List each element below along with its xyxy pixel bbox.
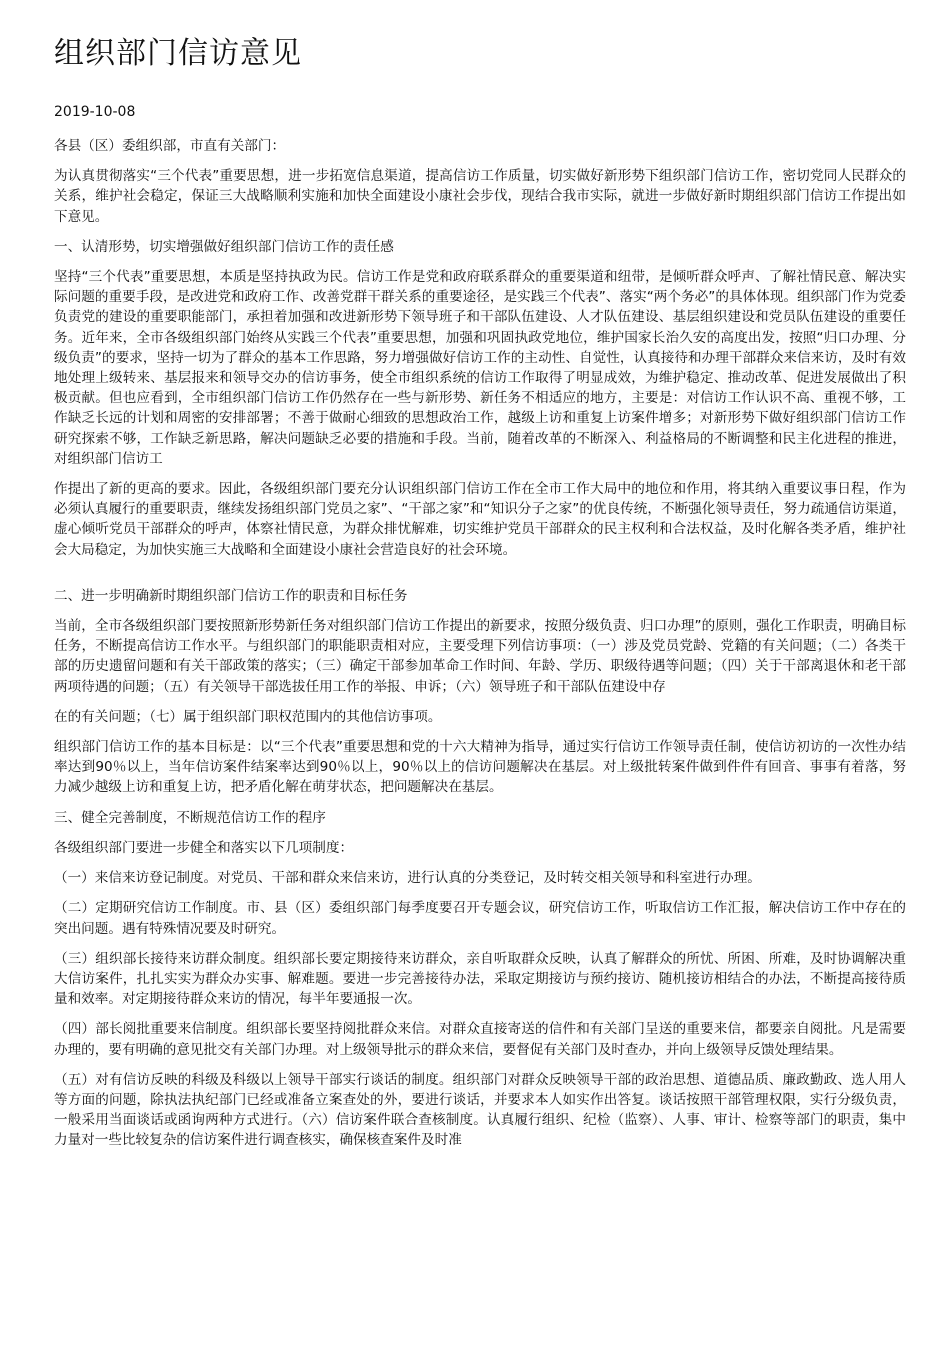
- body-paragraph: 当前，全市各级组织部门要按照新形势新任务对组织部门信访工作提出的新要求，按照分级负责、归口办理”的原则，强化工作职责，明确目标任务，不断提高信访工作水平。与组织部门的职能职责相对应，主要受理下列信访事项：（一）涉及党员党龄、党籍的有关问题；（二）各类干部的历史遗留问题和有关干部政策的落实；（三）确定干部参加革命工作时间、年龄、学历、职级待遇等问题；（四）关于干部离退休和老干部两项待遇的问题；（五）有关领导干部选拔任用工作的举报、申诉；（六）领导班子和干部队伍建设中存: [54, 618, 906, 695]
- system-item-4: （四）部长阅批重要来信制度。组织部长要坚持阅批群众来信。对群众直接寄送的信件和有关部门呈送的重要来信，都要亲自阅批。凡是需要办理的，要有明确的意见批交有关部门办理。对上级领导批示的群众来信，要督促有关部门及时查办，并向上级领导反馈处理结果。: [54, 1021, 906, 1058]
- intro-paragraph: 为认真贯彻落实“三个代表”重要思想，进一步拓宽信息渠道，提高信访工作质量，切实做好新形势下组织部门信访工作，密切党同人民群众的关系，维护社会稳定，保证三大战略顺利实施和加快全面建设小康社会步伐，现结合我市实际，就进一步做好新时期组织部门信访工作提出如下意见。: [54, 168, 906, 225]
- system-item-1: （一）来信来访登记制度。对党员、干部和群众来信来访，进行认真的分类登记，及时转交相关领导和科室进行办理。: [54, 870, 761, 887]
- section-heading-2: 二、进一步明确新时期组织部门信访工作的职责和目标任务: [54, 587, 408, 604]
- system-item-5: （五）对有信访反映的科级及科级以上领导干部实行谈话的制度。组织部门对群众反映领导干部的政治思想、道德品质、廉政勤政、选人用人等方面的问题，除执法执纪部门已经或准备立案查处的外，要进行谈话，并要求本人如实作出答复。谈话按照干部管理权限，实行分级负责，一般采用当面谈话或函询两种方式进行。（六）信访案件联合查核制度。认真履行组织、纪检（监察）、人事、审计、检察等部门的职责，集中力量对一些比较复杂的信访案件进行调查核实，确保核查案件及时准: [54, 1071, 906, 1149]
- body-paragraph: 各级组织部门要进一步健全和落实以下几项制度：: [54, 839, 354, 856]
- system-item-2: （二）定期研究信访工作制度。市、县（区）委组织部门每季度要召开专题会议，研究信访工作，听取信访工作汇报，解决信访工作中存在的突出问题。遇有特殊情况要及时研究。: [54, 900, 906, 937]
- body-paragraph: 坚持“三个代表”重要思想，本质是坚持执政为民。信访工作是党和政府联系群众的重要渠道和纽带，是倾听群众呼声、了解社情民意、解决实际问题的重要手段，是改进党和政府工作、改善党群干群关系的重要途径，是实践三个代表”、落实“两个务必”的具体体现。组织部门作为党委负责党的建设的重要职能部门，承担着加强和改进新形势下领导班子和干部队伍建设、人才队伍建设、基层组织建设和党员队伍建设的重要任务。近年来，全市各级组织部门始终从实践三个代表”重要思想，加强和巩固执政党地位，维护国家长治久安的高度出发，按照“归口办理、分级负责”的要求，坚持一切为了群众的基本工作思路，努力增强做好信访工作的主动性、自觉性，认真接待和办理干部群众来信来访，及时有效地处理上级转来、基层报来和领导交办的信访事务，使全市组织系统的信访工作取得了明显成效，为维护稳定、推动改革、促进发展做出了积极贡献。但也应看到，全市组织部门信访工作仍然存在一些与新形势、新任务不相适应的地方，主要是：对信访工作认识不高、重视不够，工作缺乏长远的计划和周密的安排部署；不善于做耐心细致的思想政治工作，越级上访和重复上访案件增多；对新形势下做好组织部门信访工作研究探索不够，工作缺乏新思路，解决问题缺乏必要的措施和手段。当前，随着改革的不断深入、利益格局的不断调整和民主化进程的推进，对组织部门信访工: [54, 269, 906, 467]
- document-title: 组织部门信访意见: [54, 36, 302, 71]
- system-item-3: （三）组织部长接待来访群众制度。组织部长要定期接待来访群众，亲自听取群众反映，认真了解群众的所忧、所困、所难，及时协调解决重大信访案件，扎扎实实为群众办实事、解难题。要进一步完善接待办法，采取定期接访与预约接访、随机接访相结合的办法，不断提高接待质量和效率。对定期接待群众来访的情况，每半年要通报一次。: [54, 950, 906, 1008]
- salutation: 各县（区）委组织部，市直有关部门：: [54, 138, 286, 154]
- section-heading-1: 一、认清形势，切实增强做好组织部门信访工作的责任感: [54, 238, 394, 255]
- document-date: 2019-10-08: [54, 104, 136, 120]
- body-paragraph: 组织部门信访工作的基本目标是：以“三个代表”重要思想和党的十六大精神为指导，通过实行信访工作领导责任制，使信访初访的一次性办结率达到90％以上，当年信访案件结案率达到90％以上，90％以上的信访问题解决在基层。对上级批转案件做到件件有回音、事事有着落，努力减少越级上访和重复上访，把矛盾化解在萌芽状态，把问题解决在基层。: [54, 739, 906, 796]
- body-paragraph: 在的有关问题；（七）属于组织部门职权范围内的其他信访事项。: [54, 708, 442, 725]
- body-paragraph: 作提出了新的更高的要求。因此，各级组织部门要充分认识组织部门信访工作在全市工作大局中的地位和作用，将其纳入重要议事日程，作为必须认真履行的重要职责，继续发扬组织部门党员之家”、“干部之家”和“知识分子之家”的优良传统，不断强化领导责任，努力疏通信访渠道，虚心倾听党员干部群众的呼声，体察社情民意，为群众排忧解难，切实维护党员干部群众的民主权利和合法权益，及时化解各类矛盾，维护社会大局稳定，为加快实施三大战略和全面建设小康社会营造良好的社会环境。: [54, 481, 906, 558]
- section-heading-3: 三、健全完善制度，不断规范信访工作的程序: [54, 809, 326, 826]
